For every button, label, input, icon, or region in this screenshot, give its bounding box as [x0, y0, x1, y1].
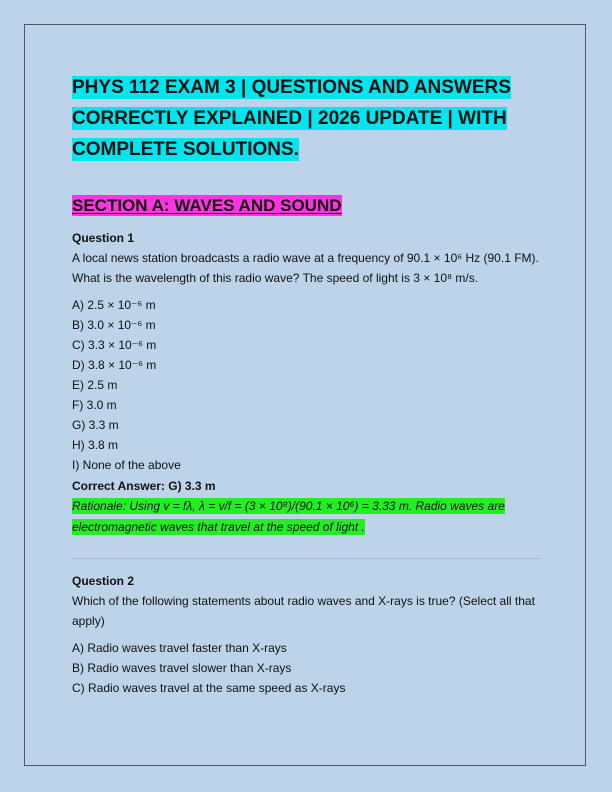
answer-option: C) Radio waves travel at the same speed as X-rays: [72, 681, 346, 695]
answer-option: B) Radio waves travel slower than X-rays: [72, 661, 292, 675]
rationale: [72, 496, 542, 538]
answer-option: F) 3.0 m: [72, 398, 117, 412]
document-content: [72, 72, 542, 698]
answer-option: I) None of the above: [72, 458, 181, 472]
section-heading: [72, 194, 542, 218]
document-title-text: PHYS 112 EXAM 3 | QUESTIONS AND ANSWERS CORRECTLY EXPLAINED | 2026 UPDATE | WITH COMPLETE SOLUTIONS.: [72, 77, 511, 160]
answer-option: A) 2.5 × 10⁻⁶ m: [72, 298, 156, 312]
answer-options: [72, 295, 542, 475]
section-heading-text: SECTION A: WAVES AND SOUND: [72, 196, 342, 215]
correct-answer: Correct Answer: G) 3.3 m: [72, 479, 216, 493]
rationale-text: Rationale: Using v = fλ, λ = v/f = (3 × 10⁸)/(90.1 × 10⁶) = 3.33 m. Radio waves are electromagnetic waves that travel at the speed of light .: [72, 499, 505, 534]
question-block-2: [72, 573, 542, 698]
question-text: A local news station broadcasts a radio wave at a frequency of 90.1 × 10⁶ Hz (90.1 FM). What is the wavelength of this radio wave? The speed of light is 3 × 10⁸ m/s.: [72, 251, 539, 285]
answer-option: A) Radio waves travel faster than X-rays: [72, 641, 287, 655]
answer-option: E) 2.5 m: [72, 378, 118, 392]
answer-option: G) 3.3 m: [72, 418, 119, 432]
answer-option: C) 3.3 × 10⁻⁶ m: [72, 338, 157, 352]
answer-option: B) 3.0 × 10⁻⁶ m: [72, 318, 156, 332]
answer-options: [72, 638, 542, 698]
question-text: Which of the following statements about radio waves and X-rays is true? (Select all that apply): [72, 594, 535, 628]
question-label: Question 1: [72, 231, 135, 245]
question-block-1: [72, 230, 542, 538]
answer-option: H) 3.8 m: [72, 438, 119, 452]
question-divider: [72, 558, 540, 559]
document-title: [72, 72, 542, 165]
answer-option: D) 3.8 × 10⁻⁶ m: [72, 358, 157, 372]
question-label: Question 2: [72, 574, 135, 588]
